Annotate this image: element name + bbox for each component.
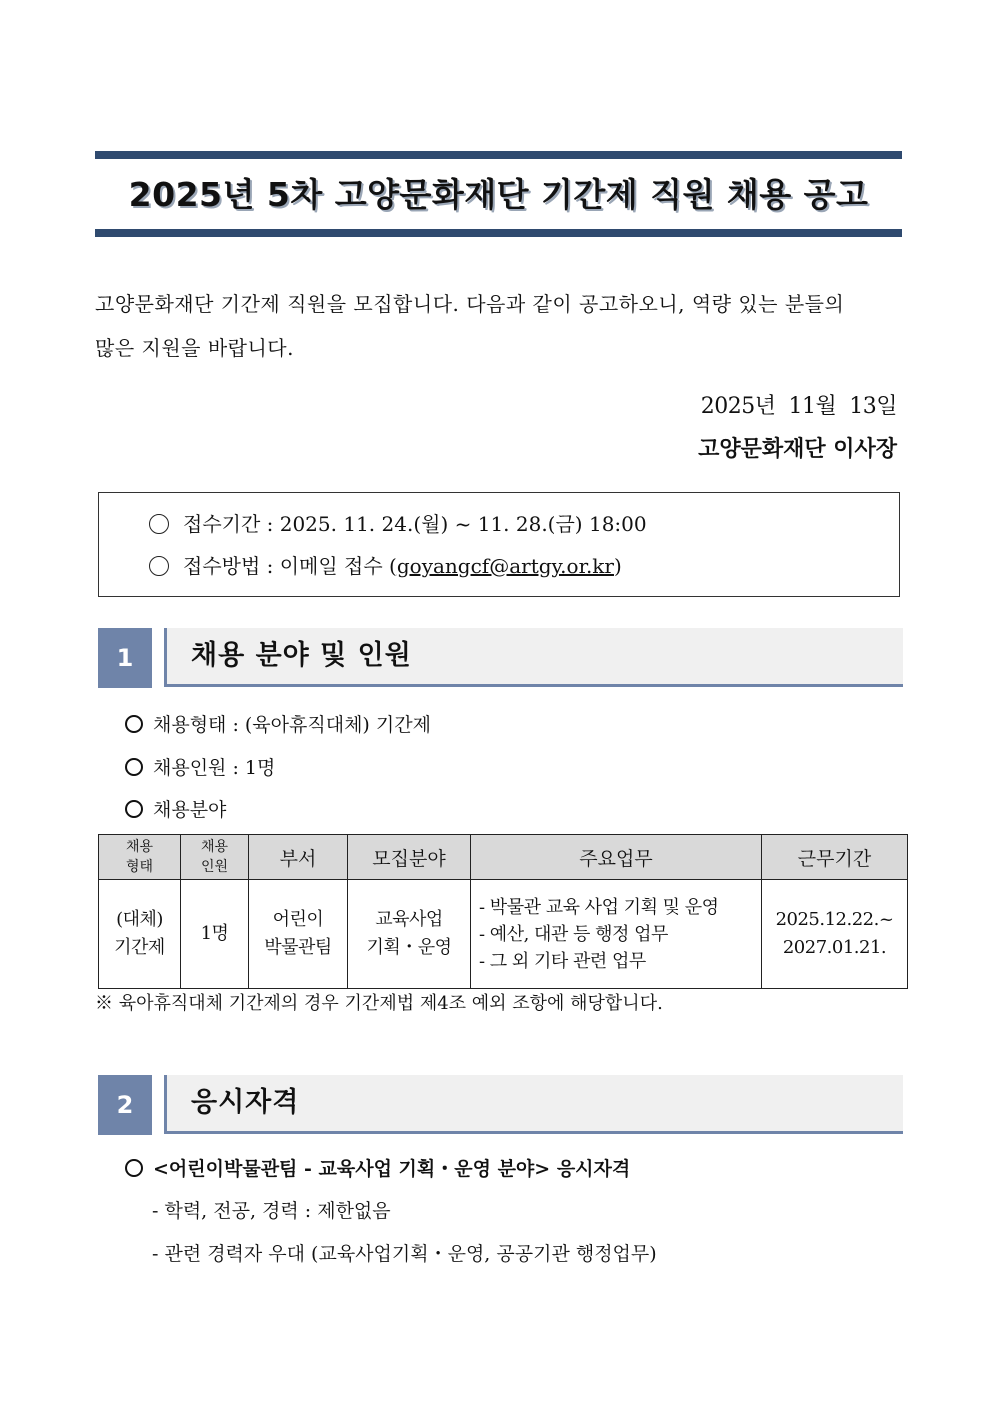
duty-item: - 박물관 교육 사업 기획 및 운영 [479, 896, 719, 918]
circle-bullet-icon [125, 715, 143, 733]
intro-line-2: 많은 지원을 바랍니다. [95, 336, 294, 360]
page-title: 2025년 5차 고양문화재단 기간제 직원 채용 공고 [128, 175, 869, 214]
qualification-item: - 관련 경력자 우대 (교육사업기획・운영, 공공기관 행정업무) [152, 1243, 657, 1265]
header-headcount: 채용 인원 [181, 835, 249, 880]
cell-period: 2025.12.22.~ 2027.01.21. [762, 880, 908, 989]
cell-employment-type: (대체) 기간제 [99, 880, 181, 989]
bullet-text: <어린이박물관팀 - 교육사업 기획・운영 분야> 응시자격 [153, 1158, 631, 1180]
section-1-header [98, 628, 900, 688]
intro-line-1: 고양문화재단 기간제 직원을 모집합니다. 다음과 같이 공고하오니, 역량 있는 분들의 [95, 292, 845, 316]
circle-bullet-icon [149, 514, 169, 534]
header-field: 모집분야 [348, 835, 471, 880]
circle-bullet-icon [125, 800, 143, 818]
duty-item: - 그 외 기타 관련 업무 [479, 950, 646, 972]
bullet-headcount [125, 754, 275, 782]
qualification-item: - 학력, 전공, 경력 : 제한없음 [152, 1200, 391, 1222]
section-number: 1 [98, 628, 152, 688]
section-title: 채용 분야 및 인원 [191, 640, 412, 671]
application-info-box [98, 492, 900, 597]
table-footnote: ※ 육아휴직대체 기간제의 경우 기간제법 제4조 예외 조항에 해당합니다. [95, 993, 663, 1014]
section-title: 응시자격 [191, 1087, 300, 1118]
announcement-date: 2025년 11월 13일 [700, 394, 897, 419]
duty-item: - 예산, 대관 등 행정 업무 [479, 923, 668, 945]
section-title-bar [164, 628, 903, 687]
header-duties: 주요업무 [471, 835, 762, 880]
application-period-text: 접수기간 : 2025. 11. 24.(월) ~ 11. 28.(금) 18:00 [183, 512, 647, 536]
bullet-employment-type [125, 711, 431, 739]
bullet-qualification-heading [125, 1155, 630, 1183]
application-method [149, 551, 622, 581]
bullet-text: 채용형태 : (육아휴직대체) 기간제 [153, 714, 431, 736]
cell-field: 교육사업 기획・운영 [348, 880, 471, 989]
cell-headcount: 1명 [181, 880, 249, 989]
header-employment-type: 채용 형태 [99, 835, 181, 880]
application-method-close: ) [613, 554, 622, 578]
title-top-rule [95, 151, 902, 159]
circle-bullet-icon [149, 556, 169, 576]
cell-duties [471, 880, 762, 989]
section-number: 2 [98, 1075, 152, 1135]
section-2-header [98, 1075, 900, 1135]
email-link[interactable]: goyangcf@artgy.or.kr [396, 554, 614, 578]
header-department: 부서 [249, 835, 348, 880]
title-bottom-rule [95, 229, 902, 237]
bullet-text: 채용분야 [153, 799, 227, 821]
circle-bullet-icon [125, 758, 143, 776]
bullet-field [125, 796, 226, 824]
table-row [99, 880, 908, 989]
table-header-row [99, 835, 908, 880]
header-period: 근무기간 [762, 835, 908, 880]
cell-department: 어린이 박물관팀 [249, 880, 348, 989]
issuer-name: 고양문화재단 이사장 [698, 436, 897, 462]
application-method-text: 접수방법 : 이메일 접수 ( [183, 554, 397, 578]
section-title-bar [164, 1075, 903, 1134]
application-period [149, 509, 647, 539]
intro-paragraph [95, 282, 897, 370]
bullet-text: 채용인원 : 1명 [153, 757, 276, 779]
recruitment-table [98, 834, 908, 989]
circle-bullet-icon [125, 1159, 143, 1177]
